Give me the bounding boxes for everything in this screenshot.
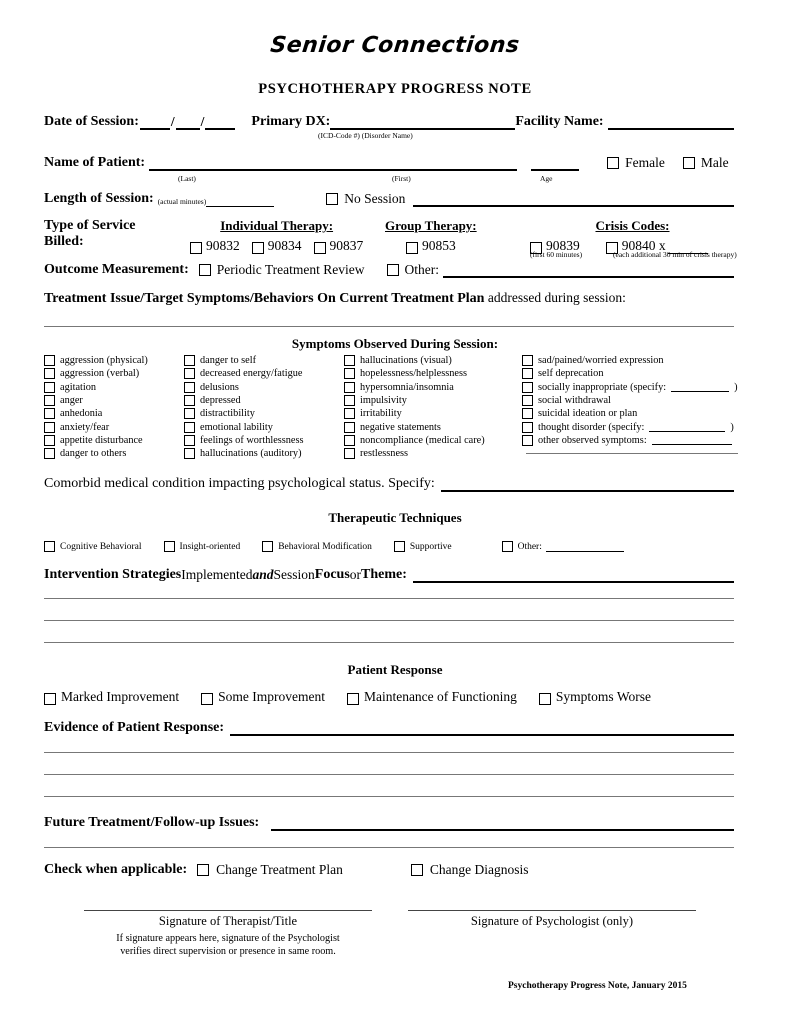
code-90853-checkbox[interactable] (406, 242, 418, 254)
organization-logo-text: Senior Connections (269, 33, 521, 58)
therapist-signature-note (60, 932, 396, 958)
treatment-issue-label-bold: Treatment Issue/Target Symptoms/Behaviors On Current Treatment Plan (44, 291, 485, 306)
symptom-checkbox[interactable] (184, 382, 195, 393)
symptom-item[interactable] (44, 420, 148, 433)
gender-female-checkbox[interactable] (607, 157, 619, 169)
comorbid-condition-input[interactable] (441, 477, 734, 492)
individual-therapy-heading: Individual Therapy: (220, 218, 334, 233)
symptom-label: depressed (200, 395, 241, 407)
symptom-item[interactable] (44, 394, 148, 407)
evidence-input-line-3[interactable] (44, 774, 734, 775)
therapist-signature-note-line2: verifies direct supervision or presence in same room. (120, 946, 336, 957)
symptoms-section-heading: Symptoms Observed During Session: (291, 336, 499, 351)
technique-insight-oriented-label: Insight-oriented (179, 542, 241, 552)
symptom-label: other observed symptoms: (538, 434, 647, 446)
response-some-improvement-label: Some Improvement (218, 689, 325, 704)
symptom-checkbox[interactable] (344, 368, 355, 379)
symptom-item[interactable] (44, 447, 148, 460)
symptom-item[interactable] (522, 407, 738, 420)
symptom-checkbox[interactable] (344, 355, 355, 366)
code-90839-label: 90839 (546, 238, 580, 253)
symptom-label: anger (60, 395, 83, 407)
symptom-label: aggression (physical) (60, 355, 148, 367)
symptom-label: noncompliance (medical care) (360, 434, 485, 446)
symptom-item[interactable] (184, 434, 304, 447)
primary-dx-input[interactable] (330, 115, 515, 130)
symptom-item[interactable] (184, 367, 304, 380)
group-therapy-heading: Group Therapy: (385, 218, 477, 233)
symptom-checkbox[interactable] (522, 382, 533, 393)
change-diagnosis-checkbox[interactable] (411, 864, 423, 876)
symptom-label: danger to others (60, 448, 127, 460)
intervention-label-part2: Implemented (181, 567, 253, 582)
symptom-checkbox[interactable] (44, 422, 55, 433)
patient-last-name-hint: (Last) (178, 174, 196, 183)
evidence-of-response-label: Evidence of Patient Response: (44, 720, 225, 735)
technique-other-label: Other: (517, 542, 542, 552)
symptom-item[interactable] (184, 407, 304, 420)
symptom-item[interactable] (522, 381, 738, 394)
symptom-checkbox[interactable] (184, 435, 195, 446)
comorbid-condition-label: Comorbid medical condition impacting psychological status. Specify: (44, 476, 435, 491)
code-90853-label: 90853 (421, 238, 456, 253)
symptom-label: feelings of worthlessness (200, 434, 304, 446)
symptom-label: danger to self (200, 355, 257, 367)
technique-supportive-label: Supportive (409, 542, 452, 552)
symptom-checkbox[interactable] (184, 408, 195, 419)
symptom-checkbox[interactable] (44, 448, 55, 459)
change-treatment-plan-checkbox[interactable] (197, 864, 209, 876)
date-of-session-label: Date of Session: (44, 114, 139, 129)
symptom-item[interactable] (44, 354, 148, 367)
intervention-input-line-3[interactable] (44, 620, 734, 621)
length-of-session-label: Length of Session: (44, 191, 154, 206)
symptom-label: hallucinations (auditory) (200, 448, 302, 460)
technique-supportive-checkbox[interactable] (394, 541, 405, 552)
symptom-item[interactable] (344, 381, 485, 394)
symptom-checkbox[interactable] (344, 422, 355, 433)
intervention-label-part1: Intervention Strategies (44, 567, 182, 582)
technique-insight-oriented-checkbox[interactable] (164, 541, 175, 552)
date-slash-2: / (200, 114, 205, 129)
symptom-label: decreased energy/fatigue (200, 368, 303, 380)
symptom-checkbox[interactable] (44, 408, 55, 419)
symptom-label: hypersomnia/insomnia (360, 381, 454, 393)
response-marked-improvement-label: Marked Improvement (61, 689, 180, 704)
symptoms-column-3 (344, 354, 485, 460)
symptom-label: hopelessness/helplessness (360, 368, 467, 380)
document-footer: Psychotherapy Progress Note, January 2015 (508, 981, 687, 991)
evidence-input-line-2[interactable] (44, 752, 734, 753)
symptom-label: aggression (verbal) (60, 368, 140, 380)
symptom-label: agitation (60, 381, 97, 393)
symptom-item[interactable] (44, 367, 148, 380)
name-of-patient-label: Name of Patient: (44, 155, 146, 170)
symptom-label: appetite disturbance (60, 434, 143, 446)
page-title: PSYCHOTHERAPY PROGRESS NOTE (258, 81, 532, 97)
symptom-item[interactable] (344, 420, 485, 433)
symptom-checkbox[interactable] (184, 355, 195, 366)
technique-behavioral-modification-checkbox[interactable] (262, 541, 273, 552)
symptom-label: thought disorder (specify: (538, 421, 645, 433)
change-treatment-plan-label: Change Treatment Plan (216, 862, 343, 877)
symptom-item[interactable] (344, 407, 485, 420)
symptom-item[interactable] (522, 420, 738, 433)
symptom-checkbox[interactable] (522, 435, 533, 446)
symptom-checkbox[interactable] (522, 355, 533, 366)
intervention-input-line-1[interactable] (413, 568, 734, 583)
date-year-input[interactable] (205, 115, 235, 130)
type-of-service-label-line2: Billed: (44, 234, 84, 249)
technique-other-checkbox[interactable] (502, 541, 513, 552)
symptom-checkbox[interactable] (184, 395, 195, 406)
check-when-applicable-label: Check when applicable: (44, 862, 188, 877)
symptom-label: negative statements (360, 421, 441, 433)
code-90832-checkbox[interactable] (190, 242, 202, 254)
symptom-item[interactable] (44, 407, 148, 420)
symptom-label: sad/pained/worried expression (538, 355, 664, 367)
code-90837-checkbox[interactable] (314, 242, 326, 254)
symptom-checkbox[interactable] (184, 422, 195, 433)
intervention-input-line-4[interactable] (44, 642, 734, 643)
intervention-label-part5: Focus (314, 567, 350, 582)
code-90839-note: (first 60 minutes) (530, 250, 583, 259)
therapist-signature-note-line1: If signature appears here, signature of the Psychologist (116, 933, 340, 944)
symptom-checkbox[interactable] (344, 408, 355, 419)
no-session-note-input[interactable] (413, 192, 734, 207)
symptom-checkbox[interactable] (44, 382, 55, 393)
technique-cognitive-behavioral-checkbox[interactable] (44, 541, 55, 552)
symptom-label: suicidal ideation or plan (538, 408, 638, 420)
symptom-label: social withdrawal (538, 395, 611, 407)
code-90840-label: 90840 x (621, 238, 666, 253)
outcome-other-label: Other: (404, 262, 439, 277)
technique-cognitive-behavioral-label: Cognitive Behavioral (60, 542, 142, 552)
no-session-label: No Session (344, 191, 406, 206)
future-treatment-input-line-2[interactable] (44, 847, 734, 848)
symptoms-column-1 (44, 354, 148, 460)
symptom-specify-input[interactable] (649, 422, 725, 432)
symptom-label: emotional lability (200, 421, 273, 433)
symptom-item[interactable] (522, 394, 738, 407)
primary-dx-hint: (ICD-Code #) (Disorder Name) (318, 131, 413, 140)
response-symptoms-worse-checkbox[interactable] (539, 693, 551, 705)
gender-male-checkbox[interactable] (683, 157, 695, 169)
symptom-checkbox[interactable] (344, 435, 355, 446)
symptoms-grid (44, 354, 744, 469)
symptom-checkbox[interactable] (44, 395, 55, 406)
date-day-input[interactable] (176, 115, 200, 130)
symptom-item[interactable] (184, 354, 304, 367)
future-treatment-label: Future Treatment/Follow-up Issues: (44, 815, 260, 830)
therapeutic-techniques-heading: Therapeutic Techniques (328, 510, 462, 525)
date-month-input[interactable] (140, 115, 170, 130)
intervention-label-part4: Session (273, 567, 315, 582)
symptoms-column-2 (184, 354, 304, 460)
crisis-codes-heading: Crisis Codes: (595, 218, 670, 233)
technique-behavioral-modification-label: Behavioral Modification (278, 542, 372, 552)
patient-age-hint: Age (540, 174, 553, 183)
treatment-issue-label-plain: addressed during session: (484, 290, 626, 305)
symptom-item[interactable] (522, 367, 738, 380)
patient-response-heading: Patient Response (347, 662, 443, 677)
symptom-checkbox[interactable] (184, 368, 195, 379)
symptom-label: delusions (200, 381, 239, 393)
symptom-label: distractibility (200, 408, 255, 420)
code-90832-label: 90832 (206, 238, 240, 253)
response-marked-improvement-checkbox[interactable] (44, 693, 56, 705)
symptom-item[interactable] (184, 447, 304, 460)
treatment-issue-input[interactable] (44, 326, 734, 327)
date-slash-1: / (170, 114, 175, 129)
symptom-label: hallucinations (visual) (360, 355, 452, 367)
symptom-specify-input[interactable] (671, 382, 729, 392)
outcome-other-checkbox[interactable] (387, 264, 399, 276)
patient-first-name-hint: (First) (392, 174, 411, 183)
other-observed-symptoms-extra-line[interactable] (526, 453, 738, 454)
code-90837-label: 90837 (329, 238, 364, 253)
code-90834-label: 90834 (267, 238, 302, 253)
symptom-label: anhedonia (60, 408, 103, 420)
symptom-checkbox[interactable] (522, 422, 533, 433)
patient-age-input[interactable] (531, 156, 579, 171)
gender-male-label: Male (700, 155, 729, 170)
intervention-label-part3: and (252, 567, 274, 582)
evidence-input-line-1[interactable] (230, 721, 734, 736)
therapist-signature-line[interactable] (84, 910, 372, 911)
symptom-label: self deprecation (538, 368, 604, 380)
length-of-session-input[interactable] (206, 194, 274, 207)
symptom-label: impulsivity (360, 395, 407, 407)
symptom-item[interactable] (184, 394, 304, 407)
psychologist-signature-line[interactable] (408, 910, 696, 911)
symptom-label: socially inappropriate (specify: (538, 381, 667, 393)
symptom-checkbox[interactable] (44, 368, 55, 379)
symptoms-column-4 (522, 354, 738, 454)
symptom-checkbox[interactable] (522, 395, 533, 406)
no-session-checkbox[interactable] (326, 193, 338, 205)
evidence-input-line-4[interactable] (44, 796, 734, 797)
symptom-specify-suffix: ) (734, 381, 738, 393)
symptom-label: restlessness (360, 448, 409, 460)
intervention-input-line-2[interactable] (44, 598, 734, 599)
code-90840-note: (each additional 30 min of crisis therapy) (613, 250, 737, 259)
symptom-specify-input[interactable] (652, 435, 732, 445)
type-of-service-label-line1: Type of Service (44, 218, 136, 233)
symptom-checkbox[interactable] (344, 448, 355, 459)
future-treatment-input-line-1[interactable] (271, 816, 734, 831)
symptom-item[interactable] (44, 381, 148, 394)
response-some-improvement-checkbox[interactable] (201, 693, 213, 705)
code-90834-checkbox[interactable] (252, 242, 264, 254)
periodic-treatment-review-checkbox[interactable] (199, 264, 211, 276)
symptom-checkbox[interactable] (522, 368, 533, 379)
technique-other-input[interactable] (546, 541, 624, 552)
symptom-item[interactable] (522, 354, 738, 367)
symptom-item[interactable] (184, 420, 304, 433)
symptom-checkbox[interactable] (184, 448, 195, 459)
facility-name-label: Facility Name: (515, 114, 604, 129)
symptom-label: irritability (360, 408, 402, 420)
facility-name-input[interactable] (608, 115, 734, 130)
response-maintenance-of-functioning-checkbox[interactable] (347, 693, 359, 705)
symptom-checkbox[interactable] (44, 435, 55, 446)
response-symptoms-worse-label: Symptoms Worse (555, 689, 651, 704)
symptom-item[interactable] (184, 381, 304, 394)
symptom-item[interactable] (344, 367, 485, 380)
psychologist-signature-caption: Signature of Psychologist (only) (470, 914, 634, 928)
symptom-checkbox[interactable] (522, 408, 533, 419)
symptom-specify-suffix: ) (730, 421, 734, 433)
intervention-label-part7: Theme: (361, 567, 407, 582)
therapist-signature-caption: Signature of Therapist/Title (158, 914, 298, 928)
symptom-item[interactable] (344, 394, 485, 407)
outcome-measurement-label: Outcome Measurement: (44, 262, 189, 277)
symptom-checkbox[interactable] (344, 382, 355, 393)
symptom-item[interactable] (344, 447, 485, 460)
gender-female-label: Female (625, 155, 665, 170)
symptom-checkbox[interactable] (44, 355, 55, 366)
symptom-item[interactable] (344, 354, 485, 367)
length-of-session-hint: (actual minutes) (157, 197, 207, 206)
symptom-item[interactable] (344, 434, 485, 447)
symptom-item[interactable] (44, 434, 148, 447)
primary-dx-label: Primary DX: (251, 114, 331, 129)
change-diagnosis-label: Change Diagnosis (429, 862, 529, 877)
symptom-checkbox[interactable] (344, 395, 355, 406)
outcome-other-input[interactable] (443, 263, 734, 278)
patient-name-input[interactable] (149, 156, 517, 171)
symptom-item[interactable] (522, 434, 738, 447)
response-maintenance-of-functioning-label: Maintenance of Functioning (363, 689, 517, 704)
periodic-treatment-review-label: Periodic Treatment Review (216, 262, 365, 277)
intervention-label-part6: or (349, 567, 362, 582)
symptom-label: anxiety/fear (60, 421, 110, 433)
